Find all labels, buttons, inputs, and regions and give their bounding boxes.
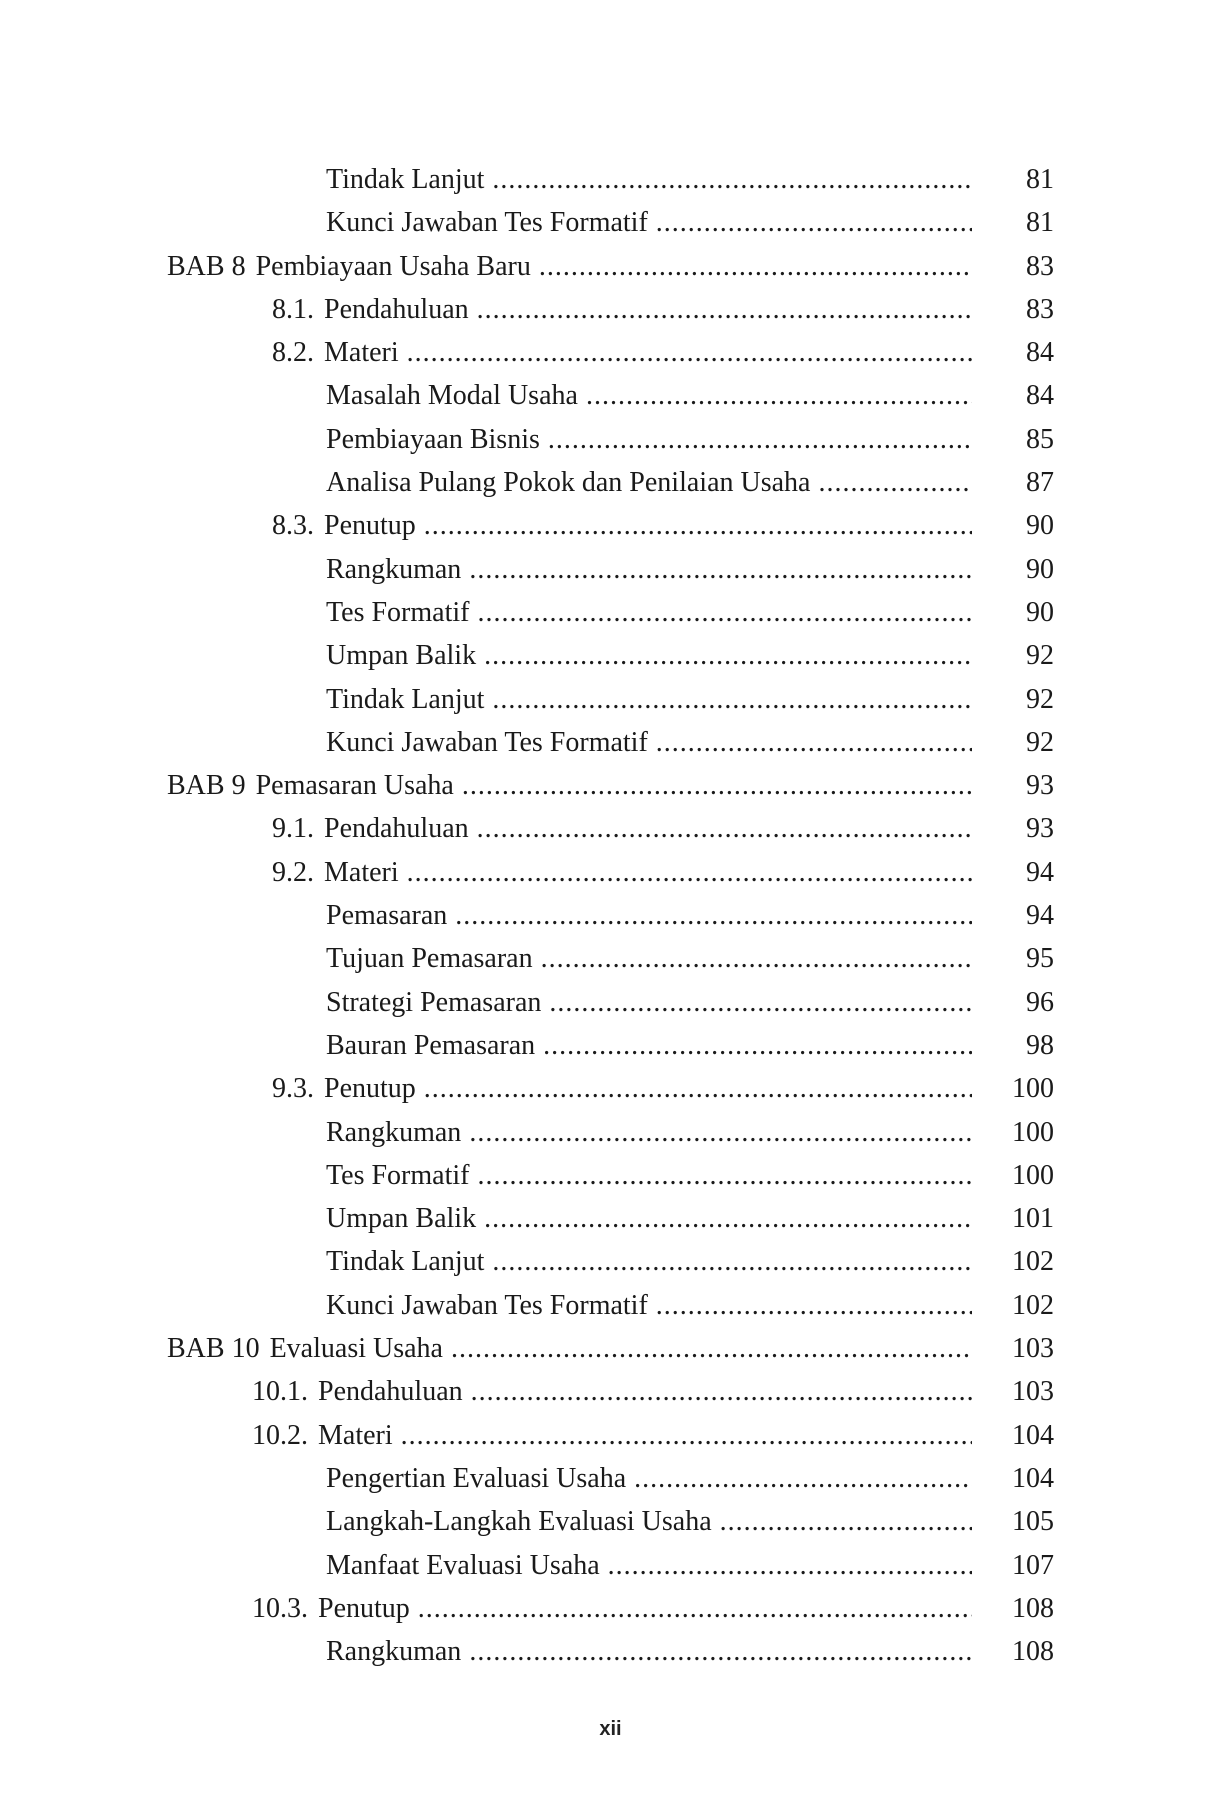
- toc-entry-text: [326, 678, 972, 721]
- dot-leader: [455, 894, 972, 937]
- toc-entry-text: [326, 981, 972, 1024]
- toc-section-row: [0, 1414, 1221, 1457]
- toc-entry-text: [326, 374, 972, 417]
- toc-entry-title: Materi: [324, 337, 399, 369]
- toc-entry-number: BAB 9: [167, 770, 246, 802]
- table-of-contents: [0, 158, 1221, 1673]
- toc-page-number: 83: [1026, 250, 1054, 282]
- toc-entry-text: [326, 461, 972, 504]
- toc-entry-title: Rangkuman: [326, 1636, 462, 1668]
- toc-subsection-row: [0, 1024, 1221, 1067]
- toc-page-number: 104: [1012, 1462, 1054, 1494]
- toc-page-number: 90: [1026, 553, 1054, 585]
- toc-entry-number: BAB 8: [167, 250, 246, 282]
- toc-subsection-row: [0, 374, 1221, 417]
- dot-leader: [548, 418, 972, 461]
- toc-section-row: [0, 331, 1221, 374]
- toc-page-number: 90: [1026, 596, 1054, 628]
- toc-entry-text: [167, 1327, 972, 1370]
- toc-entry-text: [272, 288, 972, 331]
- dot-leader: [720, 1500, 972, 1543]
- dot-leader: [451, 1327, 972, 1370]
- toc-page-number: 108: [1012, 1636, 1054, 1668]
- dot-leader: [543, 1024, 972, 1067]
- toc-entry-title: Tes Formatif: [326, 1159, 470, 1191]
- toc-entry-title: Pembiayaan Usaha Baru: [255, 250, 531, 282]
- toc-page-number: 93: [1026, 813, 1054, 845]
- toc-entry-text: [167, 245, 972, 288]
- dot-leader: [401, 1414, 972, 1457]
- toc-entry-text: [326, 201, 972, 244]
- toc-page-number: 102: [1012, 1289, 1054, 1321]
- toc-entry-number: 8.1.: [272, 293, 314, 325]
- toc-page-number: 102: [1012, 1246, 1054, 1278]
- toc-entry-title: Umpan Balik: [326, 1203, 477, 1235]
- toc-subsection-row: [0, 1154, 1221, 1197]
- toc-entry-title: Penutup: [324, 510, 416, 542]
- dot-leader: [477, 591, 972, 634]
- toc-subsection-row: [0, 721, 1221, 764]
- dot-leader: [407, 331, 972, 374]
- toc-subsection-row: [0, 634, 1221, 677]
- toc-entry-number: 10.3.: [252, 1592, 308, 1624]
- toc-page-number: 83: [1026, 293, 1054, 325]
- toc-subsection-row: [0, 894, 1221, 937]
- toc-entry-title: Strategi Pemasaran: [326, 986, 542, 1018]
- toc-entry-title: Masalah Modal Usaha: [326, 380, 578, 412]
- toc-entry-text: [272, 807, 972, 850]
- toc-entry-text: [326, 634, 972, 677]
- dot-leader: [477, 807, 972, 850]
- toc-entry-title: Materi: [324, 856, 399, 888]
- dot-leader: [484, 1197, 972, 1240]
- toc-entry-title: Tujuan Pemasaran: [326, 943, 533, 975]
- toc-entry-text: [326, 1240, 972, 1283]
- dot-leader: [549, 981, 972, 1024]
- toc-section-row: [0, 807, 1221, 850]
- toc-entry-text: [326, 548, 972, 591]
- dot-leader: [469, 1630, 972, 1673]
- toc-entry-text: [326, 591, 972, 634]
- toc-entry-title: Kunci Jawaban Tes Formatif: [326, 726, 648, 758]
- dot-leader: [656, 721, 972, 764]
- toc-entry-number: 8.3.: [272, 510, 314, 542]
- toc-page-number: 100: [1012, 1073, 1054, 1105]
- toc-entry-text: [326, 1630, 972, 1673]
- toc-entry-title: Bauran Pemasaran: [326, 1029, 536, 1061]
- dot-leader: [492, 1240, 972, 1283]
- toc-entry-text: [326, 1154, 972, 1197]
- toc-page-number: 81: [1026, 164, 1054, 195]
- toc-entry-title: Materi: [318, 1419, 393, 1451]
- toc-entry-title: Langkah-Langkah Evaluasi Usaha: [326, 1506, 712, 1538]
- toc-page-number: 84: [1026, 337, 1054, 369]
- toc-section-row: [0, 1370, 1221, 1413]
- toc-page-number: 87: [1026, 467, 1054, 499]
- toc-entry-title: Kunci Jawaban Tes Formatif: [326, 207, 648, 239]
- toc-page-number: 96: [1026, 986, 1054, 1018]
- toc-entry-text: [272, 851, 972, 894]
- toc-page-number: 100: [1012, 1159, 1054, 1191]
- toc-entry-title: Umpan Balik: [326, 640, 477, 672]
- toc-entry-number: 9.2.: [272, 856, 314, 888]
- dot-leader: [477, 288, 972, 331]
- toc-subsection-row: [0, 461, 1221, 504]
- toc-entry-text: [326, 1111, 972, 1154]
- dot-leader: [818, 461, 972, 504]
- toc-entry-title: Tindak Lanjut: [326, 1246, 485, 1278]
- toc-chapter-row: [0, 245, 1221, 288]
- toc-entry-text: [272, 331, 972, 374]
- toc-section-row: [0, 851, 1221, 894]
- dot-leader: [484, 634, 972, 677]
- toc-subsection-row: [0, 201, 1221, 244]
- toc-entry-title: Tindak Lanjut: [326, 683, 485, 715]
- toc-page-number: 94: [1026, 900, 1054, 932]
- toc-entry-text: [326, 1197, 972, 1240]
- toc-entry-title: Penutup: [324, 1073, 416, 1105]
- dot-leader: [477, 1154, 972, 1197]
- toc-page-number: 92: [1026, 726, 1054, 758]
- toc-entry-number: 9.1.: [272, 813, 314, 845]
- toc-entry-text: [326, 1457, 972, 1500]
- toc-entry-text: [252, 1587, 972, 1630]
- toc-page-number: 94: [1026, 856, 1054, 888]
- dot-leader: [492, 678, 972, 721]
- toc-entry-title: Rangkuman: [326, 1116, 462, 1148]
- toc-subsection-row: [0, 981, 1221, 1024]
- toc-entry-title: Rangkuman: [326, 553, 462, 585]
- toc-entry-title: Kunci Jawaban Tes Formatif: [326, 1289, 648, 1321]
- toc-entry-title: Tindak Lanjut: [326, 164, 485, 195]
- toc-chapter-row: [0, 1327, 1221, 1370]
- toc-entry-number: 8.2.: [272, 337, 314, 369]
- toc-subsection-row: [0, 937, 1221, 980]
- toc-entry-title: Tes Formatif: [326, 596, 470, 628]
- dot-leader: [469, 548, 972, 591]
- toc-entry-text: [326, 894, 972, 937]
- toc-page-number: 105: [1012, 1506, 1054, 1538]
- dot-leader: [492, 158, 972, 201]
- toc-section-row: [0, 1067, 1221, 1110]
- toc-subsection-row: [0, 1500, 1221, 1543]
- toc-entry-title: Pembiayaan Bisnis: [326, 423, 540, 455]
- toc-entry-text: [252, 1414, 972, 1457]
- toc-page-number: 98: [1026, 1029, 1054, 1061]
- toc-page-number: 90: [1026, 510, 1054, 542]
- dot-leader: [418, 1587, 972, 1630]
- toc-entry-text: [326, 418, 972, 461]
- toc-subsection-row: [0, 1544, 1221, 1587]
- page-number-footer: xii: [599, 1718, 622, 1740]
- toc-section-row: [0, 288, 1221, 331]
- toc-page-number: 95: [1026, 943, 1054, 975]
- toc-entry-text: [326, 937, 972, 980]
- dot-leader: [539, 245, 972, 288]
- toc-page-number: 85: [1026, 423, 1054, 455]
- toc-subsection-row: [0, 678, 1221, 721]
- toc-entry-text: [252, 1370, 972, 1413]
- dot-leader: [608, 1544, 972, 1587]
- toc-page-number: 100: [1012, 1116, 1054, 1148]
- toc-subsection-row: [0, 1457, 1221, 1500]
- toc-entry-title: Pengertian Evaluasi Usaha: [326, 1462, 627, 1494]
- toc-page-number: 93: [1026, 770, 1054, 802]
- toc-section-row: [0, 1587, 1221, 1630]
- toc-entry-text: [326, 1024, 972, 1067]
- toc-subsection-row: [0, 158, 1221, 201]
- dot-leader: [407, 851, 972, 894]
- toc-page-number: 103: [1012, 1333, 1054, 1365]
- toc-subsection-row: [0, 418, 1221, 461]
- dot-leader: [469, 1111, 972, 1154]
- toc-page-number: 81: [1026, 207, 1054, 239]
- toc-entry-text: [326, 1284, 972, 1327]
- dot-leader: [424, 1067, 972, 1110]
- dot-leader: [656, 201, 972, 244]
- toc-entry-title: Manfaat Evaluasi Usaha: [326, 1549, 600, 1581]
- toc-subsection-row: [0, 548, 1221, 591]
- toc-subsection-row: [0, 1630, 1221, 1673]
- toc-entry-text: [326, 721, 972, 764]
- toc-entry-text: [326, 158, 972, 201]
- toc-page-number: 104: [1012, 1419, 1054, 1451]
- toc-page-number: 92: [1026, 640, 1054, 672]
- toc-entry-title: Analisa Pulang Pokok dan Penilaian Usaha: [326, 467, 811, 499]
- toc-subsection-row: [0, 1240, 1221, 1283]
- toc-section-row: [0, 504, 1221, 547]
- toc-page-number: 108: [1012, 1592, 1054, 1624]
- toc-subsection-row: [0, 1111, 1221, 1154]
- toc-page-number: 101: [1012, 1203, 1054, 1235]
- toc-subsection-row: [0, 1197, 1221, 1240]
- toc-page-number: 103: [1012, 1376, 1054, 1408]
- toc-subsection-row: [0, 591, 1221, 634]
- toc-page-number: 92: [1026, 683, 1054, 715]
- dot-leader: [541, 937, 972, 980]
- toc-entry-title: Pendahuluan: [318, 1376, 463, 1408]
- toc-entry-title: Evaluasi Usaha: [269, 1333, 443, 1365]
- toc-entry-number: 10.1.: [252, 1376, 308, 1408]
- dot-leader: [634, 1457, 972, 1500]
- toc-entry-text: [326, 1500, 972, 1543]
- toc-entry-title: Pendahuluan: [324, 813, 469, 845]
- dot-leader: [462, 764, 972, 807]
- dot-leader: [424, 504, 972, 547]
- toc-entry-number: 9.3.: [272, 1073, 314, 1105]
- dot-leader: [656, 1284, 972, 1327]
- toc-chapter-row: [0, 764, 1221, 807]
- toc-entry-text: [167, 764, 972, 807]
- toc-page-number: 84: [1026, 380, 1054, 412]
- toc-page-number: 107: [1012, 1549, 1054, 1581]
- dot-leader: [586, 374, 972, 417]
- toc-entry-title: Pendahuluan: [324, 293, 469, 325]
- toc-entry-title: Pemasaran: [326, 900, 448, 932]
- toc-subsection-row: [0, 1284, 1221, 1327]
- toc-entry-title: Penutup: [318, 1592, 410, 1624]
- toc-entry-text: [326, 1544, 972, 1587]
- toc-entry-text: [272, 1067, 972, 1110]
- dot-leader: [471, 1370, 972, 1413]
- toc-entry-title: Pemasaran Usaha: [255, 770, 454, 802]
- toc-entry-text: [272, 504, 972, 547]
- toc-entry-number: BAB 10: [167, 1333, 260, 1365]
- toc-entry-number: 10.2.: [252, 1419, 308, 1451]
